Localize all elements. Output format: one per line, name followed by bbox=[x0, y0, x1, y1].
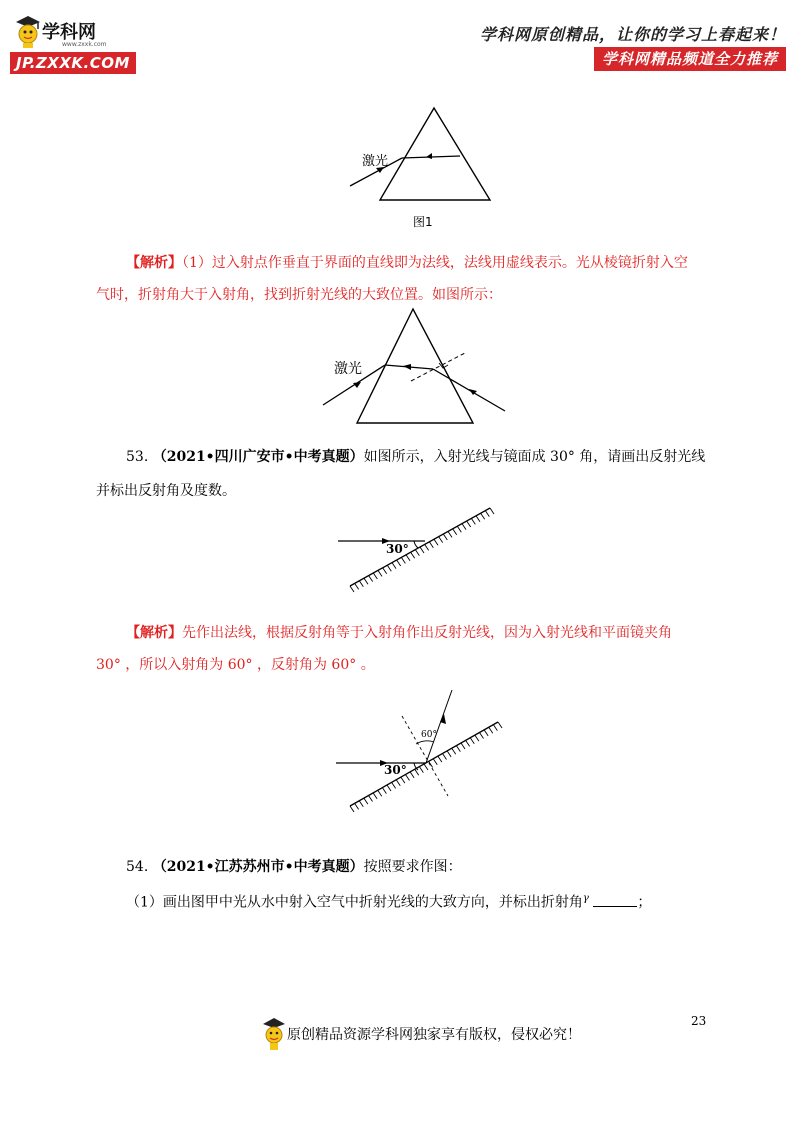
hatch-mark bbox=[359, 801, 363, 807]
analysis-1-line1: （1）过入射点作垂直于界面的直线即为法线，法线用虚线表示。光从棱镜折射入空 bbox=[182, 255, 688, 271]
hatch-mark bbox=[485, 511, 489, 517]
logo-site: www.zxxk.com bbox=[62, 41, 107, 48]
analysis2-tag: 【解析】 bbox=[126, 625, 182, 641]
hatch-mark bbox=[466, 740, 470, 746]
question-53 bbox=[126, 442, 746, 472]
hatch-mark bbox=[425, 544, 429, 550]
fig1-caption: 图1 bbox=[413, 215, 433, 229]
hatch-mark bbox=[364, 578, 368, 584]
q54-sub1-prefix: （1）画出图甲中光从水中射入空气中折射光线的大致方向，并标出折射角 bbox=[126, 894, 583, 911]
hatch-mark bbox=[438, 756, 442, 762]
hatch-mark bbox=[452, 748, 456, 754]
analysis-1 bbox=[126, 248, 726, 278]
analysis-2-line2: 30° ，所以入射角为 60° ，反射角为 60° 。 bbox=[96, 657, 375, 673]
footer-mascot-icon bbox=[262, 1016, 286, 1052]
hatch-mark bbox=[448, 531, 452, 537]
q53-text2: 并标出反射角及度数。 bbox=[96, 483, 236, 499]
hatch-mark bbox=[484, 730, 488, 736]
hatch-mark bbox=[420, 547, 424, 553]
mirror2-angle-label: 30° bbox=[384, 763, 407, 777]
hatch-mark bbox=[453, 529, 457, 535]
hatch-mark bbox=[355, 803, 359, 809]
channel-banner: 学科网精品频道全力推荐 bbox=[594, 47, 786, 71]
figure-mirror-1 bbox=[330, 500, 500, 595]
hatch-mark bbox=[429, 761, 433, 767]
q53-text1: 如图所示，入射光线与镜面成 30° 角，请画出反射光线 bbox=[363, 449, 706, 465]
hatch-mark bbox=[443, 534, 447, 540]
hatch-mark bbox=[350, 806, 354, 812]
analysis-2-line1: 先作出法线，根据反射角等于入射角作出反射光线，因为入射光线和平面镜夹角 bbox=[182, 625, 672, 641]
footer-copyright: 原创精品资源学科网独家享有版权，侵权必究！ bbox=[287, 1027, 581, 1043]
q53-source: （2021•四川广安市•中考真题） bbox=[152, 449, 364, 465]
hatch-mark bbox=[355, 583, 359, 589]
hatch-mark bbox=[382, 788, 386, 794]
logo-brand: 学科网 bbox=[42, 22, 96, 43]
logo-url-bar: JP.ZXXK.COM bbox=[10, 52, 136, 74]
hatch-mark bbox=[359, 581, 363, 587]
hatch-mark bbox=[350, 586, 354, 592]
q53-number: 53. bbox=[126, 449, 149, 465]
hatch-mark bbox=[410, 772, 414, 778]
fig1-laser-label: 激光 bbox=[362, 154, 389, 169]
hatch-mark bbox=[461, 743, 465, 749]
answer-blank[interactable] bbox=[593, 894, 637, 907]
q54-source: （2021•江苏苏州市•中考真题） bbox=[152, 859, 364, 875]
page-number: 23 bbox=[691, 1014, 707, 1028]
hatch-mark bbox=[470, 738, 474, 744]
hatch-mark bbox=[467, 521, 471, 527]
hatch-mark bbox=[392, 782, 396, 788]
hatch-mark bbox=[433, 759, 437, 765]
figure-mirror-2 bbox=[330, 684, 510, 814]
hatch-mark bbox=[373, 793, 377, 799]
hatch-mark bbox=[387, 785, 391, 791]
hatch-mark bbox=[415, 550, 419, 556]
analysis-tag: 【解析】 bbox=[126, 255, 182, 271]
hatch-mark bbox=[392, 563, 396, 569]
mirror-hatching bbox=[350, 508, 494, 592]
mirror2-reflect-label: 60° bbox=[421, 730, 437, 740]
hatch-mark bbox=[401, 557, 405, 563]
hatch-mark bbox=[471, 518, 475, 524]
hatch-mark bbox=[476, 516, 480, 522]
hatch-mark bbox=[490, 508, 494, 514]
hatch-mark bbox=[397, 560, 401, 566]
prism-triangle bbox=[380, 108, 490, 200]
prism-triangle bbox=[357, 309, 473, 423]
analysis-2 bbox=[126, 618, 746, 648]
hatch-mark bbox=[369, 576, 373, 582]
hatch-mark bbox=[369, 796, 373, 802]
hatch-mark bbox=[481, 513, 485, 519]
emergent-ray bbox=[433, 369, 505, 411]
q54-sub1 bbox=[126, 884, 746, 918]
hatch-mark bbox=[429, 542, 433, 548]
hatch-mark bbox=[396, 780, 400, 786]
fig2-laser-label: 激光 bbox=[334, 361, 362, 377]
q54-sub1-suffix: ； bbox=[637, 894, 652, 911]
hatch-mark bbox=[443, 754, 447, 760]
hatch-mark bbox=[462, 524, 466, 530]
normal-line bbox=[402, 716, 448, 796]
hatch-mark bbox=[456, 746, 460, 752]
header bbox=[0, 0, 800, 80]
hatch-mark bbox=[489, 727, 493, 733]
hatch-mark bbox=[419, 767, 423, 773]
mascot-icon bbox=[14, 14, 42, 48]
hatch-mark bbox=[457, 526, 461, 532]
hatch-mark bbox=[401, 777, 405, 783]
hatch-mark bbox=[439, 537, 443, 543]
q54-text1: 按照要求作图： bbox=[363, 859, 462, 875]
hatch-mark bbox=[411, 552, 415, 558]
hatch-mark bbox=[364, 798, 368, 804]
q54-gamma-symbol: γ bbox=[582, 893, 589, 904]
hatch-mark bbox=[378, 570, 382, 576]
hatch-mark bbox=[447, 751, 451, 757]
analysis-1-line2: 气时，折射角大于入射角，找到折射光线的大致位置。如图所示： bbox=[96, 287, 502, 303]
hatch-mark bbox=[434, 539, 438, 545]
question-54 bbox=[126, 852, 746, 882]
hatch-mark bbox=[493, 725, 497, 731]
hatch-mark bbox=[480, 733, 484, 739]
mirror1-angle-label: 30° bbox=[386, 542, 409, 556]
hatch-mark bbox=[498, 722, 502, 728]
hatch-mark bbox=[387, 565, 391, 571]
header-slogan: 学科网原创精品，让你的学习上春起来！ bbox=[479, 25, 786, 44]
hatch-mark bbox=[378, 790, 382, 796]
hatch-mark bbox=[415, 769, 419, 775]
q54-number: 54. bbox=[126, 859, 149, 875]
hatch-mark bbox=[383, 568, 387, 574]
hatch-mark bbox=[373, 573, 377, 579]
hatch-mark bbox=[475, 735, 479, 741]
hatch-mark bbox=[424, 764, 428, 770]
